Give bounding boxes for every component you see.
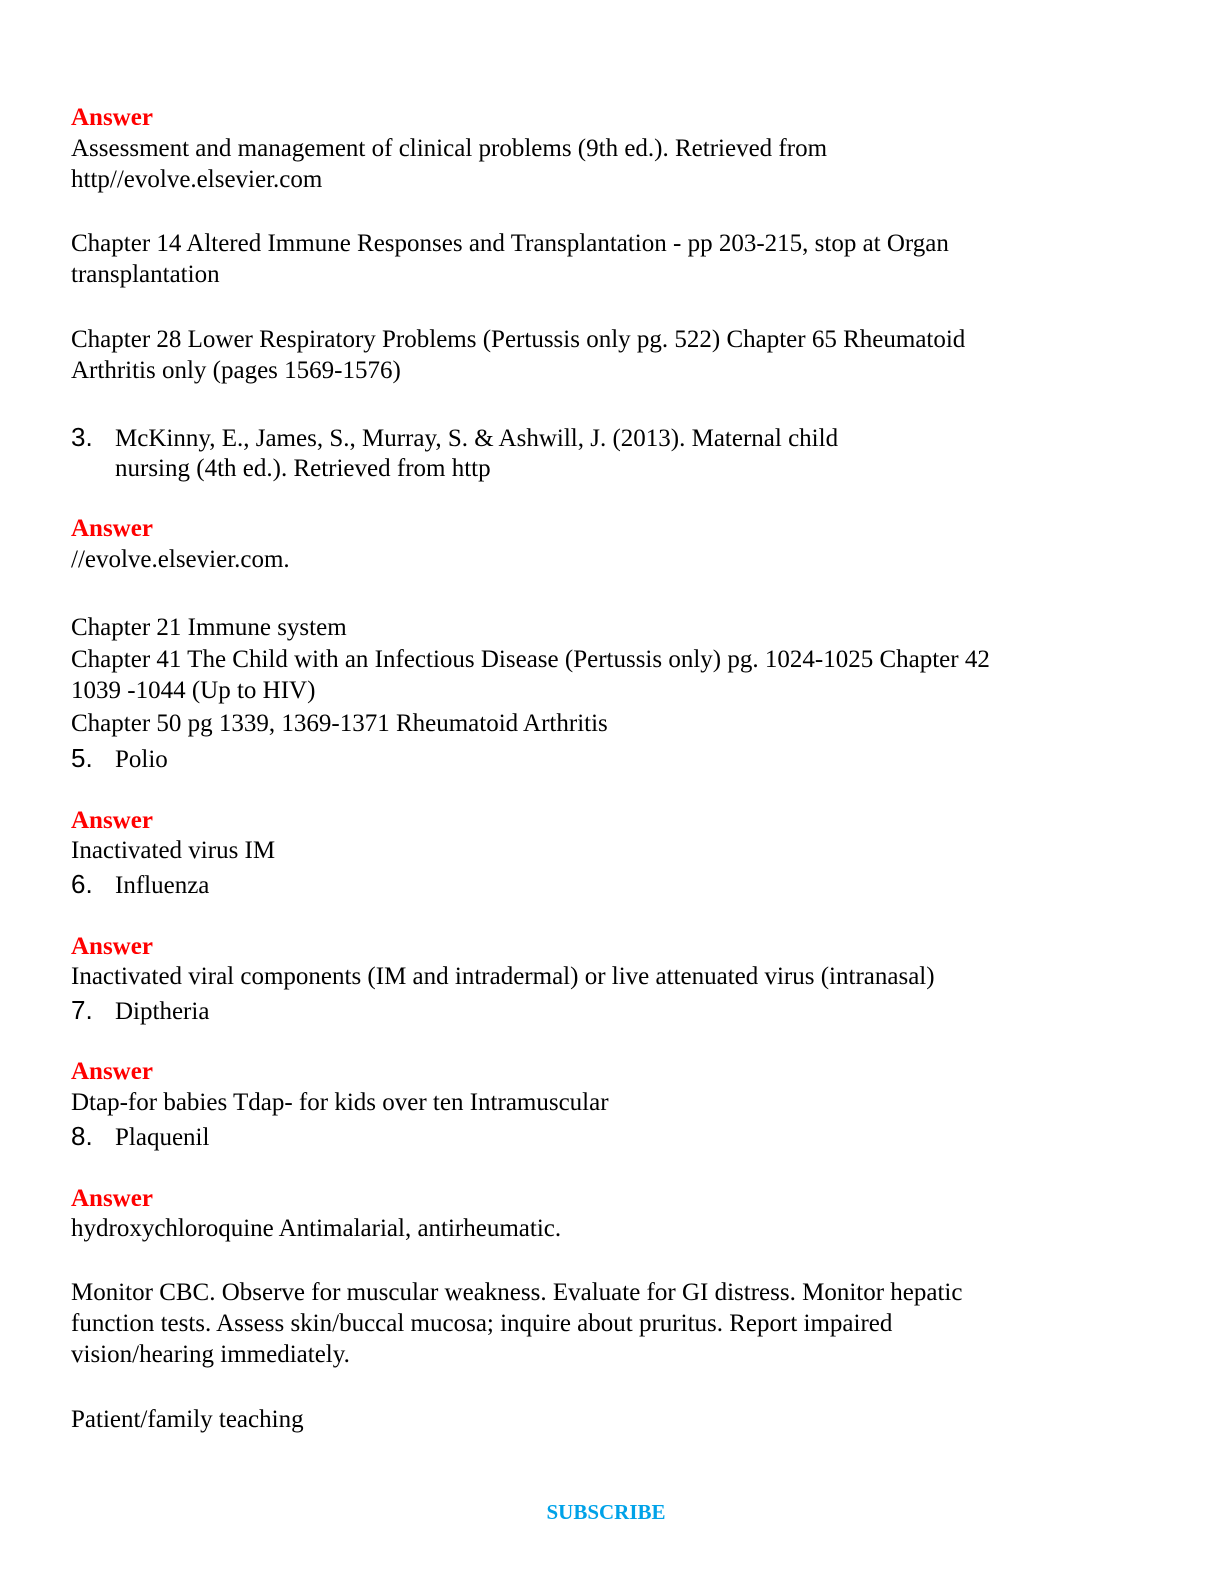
list-number: 5. <box>71 743 93 773</box>
list-number: 3. <box>71 422 93 452</box>
answer-text: Dtap-for babies Tdap- for kids over ten Intramuscular <box>71 1089 609 1116</box>
answer-heading: Answer <box>71 515 153 542</box>
paragraph-line: vision/hearing immediately. <box>71 1341 350 1368</box>
chapter-line: Chapter 50 pg 1339, 1369-1371 Rheumatoid Arthritis <box>71 710 608 737</box>
answer-text: Inactivated virus IM <box>71 837 276 864</box>
answer-heading: Answer <box>71 1185 153 1212</box>
chapter-line: Arthritis only (pages 1569-1576) <box>71 357 401 384</box>
reference-line: http//evolve.elsevier.com <box>71 166 323 193</box>
chapter-line: Chapter 14 Altered Immune Responses and Transplantation - pp 203-215, stop at Organ <box>71 230 949 257</box>
list-item <box>71 1121 209 1153</box>
list-number: 7. <box>71 995 93 1025</box>
answer-text: hydroxychloroquine Antimalarial, antirheumatic. <box>71 1215 562 1242</box>
chapter-line: transplantation <box>71 261 220 288</box>
list-item-text: Plaquenil <box>115 1124 210 1151</box>
paragraph-line: Patient/family teaching <box>71 1406 304 1433</box>
answer-heading: Answer <box>71 1058 153 1085</box>
list-item-text: Diptheria <box>115 998 210 1025</box>
answer-heading: Answer <box>71 104 153 131</box>
list-item <box>71 869 209 901</box>
list-item <box>71 422 838 454</box>
paragraph-line: Monitor CBC. Observe for muscular weakness. Evaluate for GI distress. Monitor hepatic <box>71 1279 963 1306</box>
list-item-text: Influenza <box>115 872 210 899</box>
answer-heading: Answer <box>71 933 153 960</box>
chapter-line: Chapter 41 The Child with an Infectious Disease (Pertussis only) pg. 1024-1025 Chapter 42 <box>71 646 990 673</box>
list-item-text: McKinny, E., James, S., Murray, S. & Ashwill, J. (2013). Maternal child <box>115 425 839 452</box>
chapter-line: 1039 -1044 (Up to HIV) <box>71 677 316 704</box>
paragraph-line: function tests. Assess skin/buccal mucosa; inquire about pruritus. Report impaired <box>71 1310 893 1337</box>
list-item-text: Polio <box>115 746 168 773</box>
list-number: 8. <box>71 1121 93 1151</box>
answer-text: Inactivated viral components (IM and intradermal) or live attenuated virus (intranasal) <box>71 963 935 990</box>
reference-line: Assessment and management of clinical problems (9th ed.). Retrieved from <box>71 135 828 162</box>
list-item <box>71 743 168 775</box>
answer-heading: Answer <box>71 807 153 834</box>
chapter-line: Chapter 21 Immune system <box>71 614 347 641</box>
list-item-text: nursing (4th ed.). Retrieved from http <box>115 455 491 482</box>
list-item <box>71 995 209 1027</box>
answer-text: //evolve.elsevier.com. <box>71 546 290 573</box>
list-number: 6. <box>71 869 93 899</box>
chapter-line: Chapter 28 Lower Respiratory Problems (Pertussis only pg. 522) Chapter 65 Rheumatoid <box>71 326 966 353</box>
subscribe-link[interactable]: SUBSCRIBE <box>546 1500 666 1524</box>
